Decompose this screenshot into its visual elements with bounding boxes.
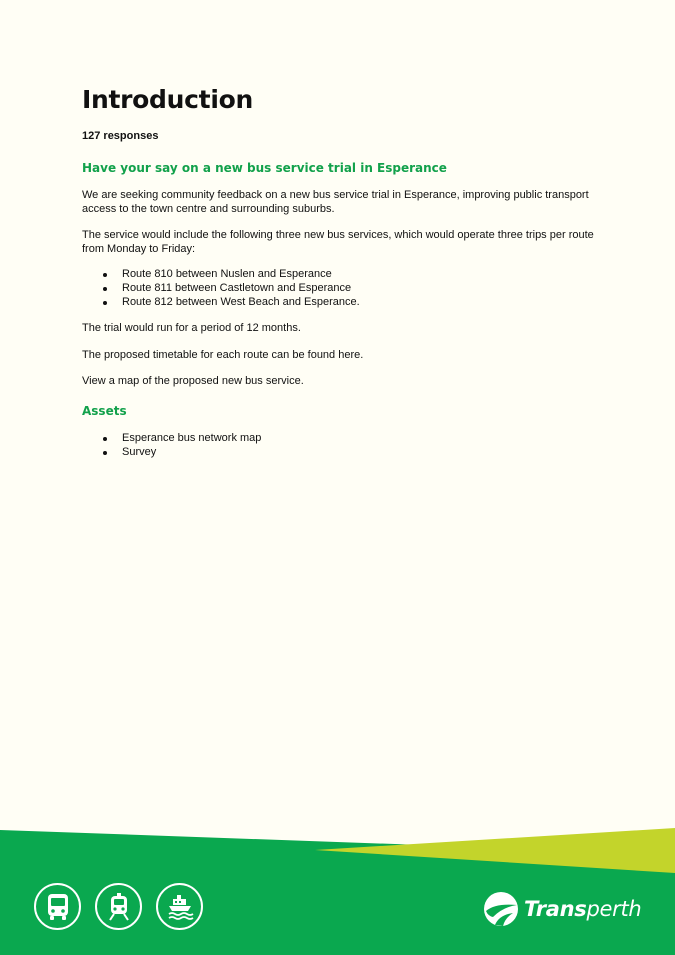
- trial-duration-paragraph: The trial would run for a period of 12 months.: [82, 322, 301, 335]
- page-title: Introduction: [82, 85, 253, 114]
- content: [82, 84, 602, 459]
- route-list: [82, 268, 602, 309]
- assets-list: [82, 432, 602, 460]
- transperth-logo: [483, 891, 641, 927]
- asset-link-network-map[interactable]: Esperance bus network map: [82, 432, 602, 446]
- intro-paragraph: We are seeking community feedback on a new bus service trial in Esperance, improving public transport access to the town centre and surrounding suburbs.: [82, 189, 589, 215]
- ferry-icon: [156, 883, 203, 930]
- transperth-logo-icon: [483, 891, 519, 927]
- section-heading-assets: Assets: [82, 403, 127, 418]
- list-item: Route 812 between West Beach and Esperance.: [82, 296, 602, 310]
- response-count: 127 responses: [82, 130, 159, 142]
- section-heading-trial: Have your say on a new bus service trial in Esperance: [82, 161, 447, 175]
- list-item: Route 810 between Nuslen and Esperance: [82, 268, 602, 282]
- transport-icons: [34, 883, 203, 930]
- train-icon: [95, 883, 142, 930]
- list-item: Route 811 between Castletown and Esperance: [82, 282, 602, 296]
- timetable-link[interactable]: The proposed timetable for each route can be found here.: [82, 348, 364, 361]
- services-paragraph: The service would include the following three new bus services, which would operate three trips per route from Monday to Friday:: [82, 229, 594, 255]
- transperth-wordmark: [524, 897, 641, 921]
- logo-text-light: perth: [586, 897, 642, 921]
- logo-text-bold: Trans: [524, 897, 587, 921]
- bus-icon: [34, 883, 81, 930]
- asset-link-survey[interactable]: Survey: [82, 446, 602, 460]
- map-link[interactable]: View a map of the proposed new bus service.: [82, 375, 304, 388]
